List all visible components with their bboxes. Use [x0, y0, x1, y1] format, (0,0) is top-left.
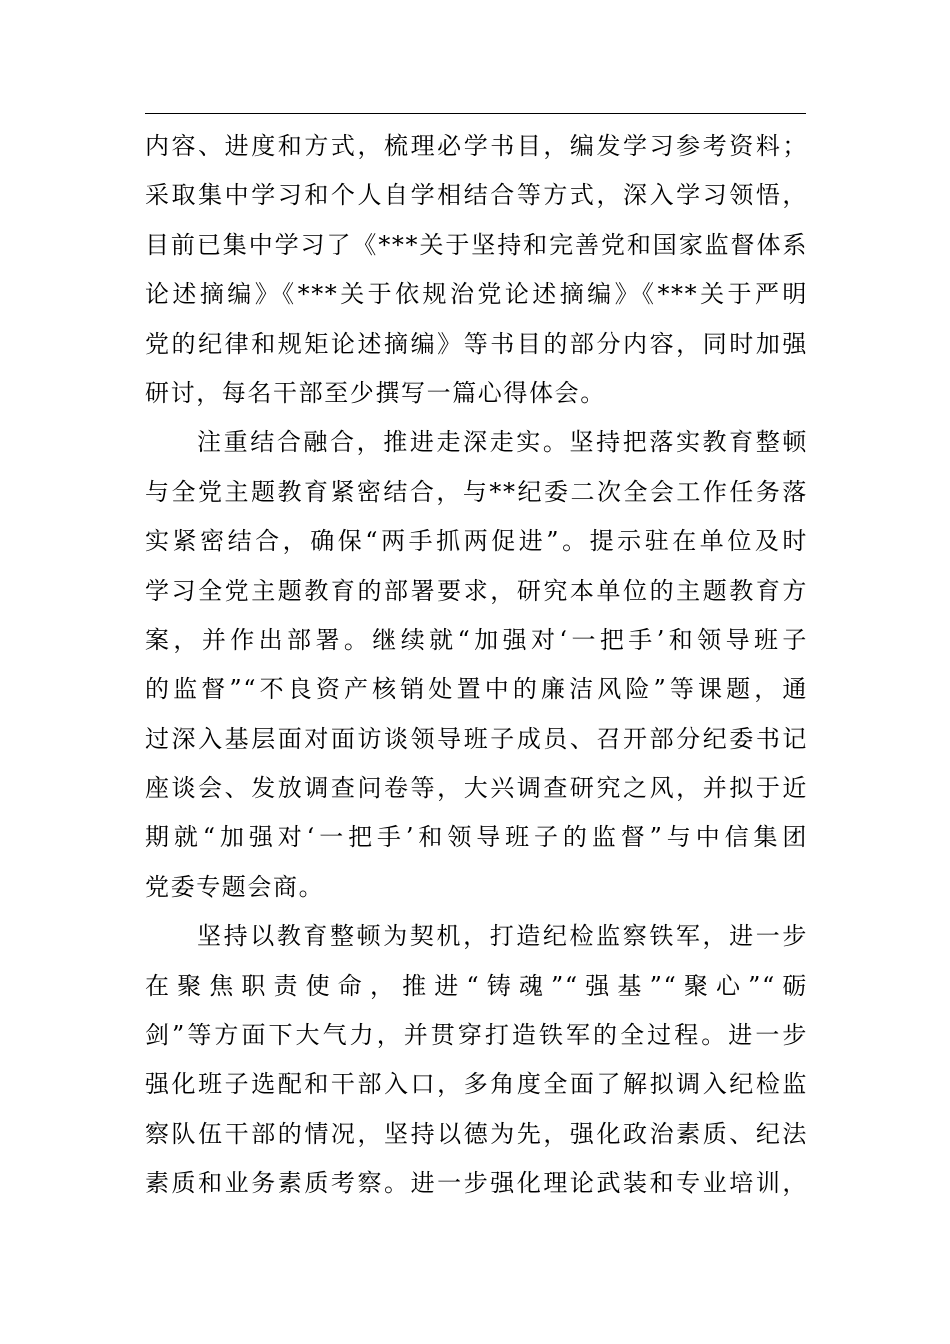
text-line: 在聚焦职责使命，推进“铸魂”“强基”“聚心”“砺 — [145, 971, 808, 1000]
body-text — [145, 122, 808, 1209]
text-line: 采取集中学习和个人自学相结合等方式，深入学习领悟， — [145, 181, 808, 210]
text-line: 期就“加强对‘一把手’和领导班子的监督”与中信集团 — [145, 823, 808, 852]
text-line: 过深入基层面对面访谈领导班子成员、召开部分纪委书记 — [145, 724, 808, 753]
text-line: 强化班子选配和干部入口，多角度全面了解拟调入纪检监 — [145, 1070, 808, 1099]
paragraph-1 — [145, 122, 808, 418]
text-line: 党的纪律和规矩论述摘编》等书目的部分内容，同时加强 — [145, 329, 808, 358]
text-line: 目前已集中学习了《***关于坚持和完善党和国家监督体系 — [145, 230, 808, 259]
text-line: 的监督”“不良资产核销处置中的廉洁风险”等课题，通 — [145, 675, 808, 704]
text-line: 内容、进度和方式，梳理必学书目，编发学习参考资料； — [145, 132, 808, 160]
text-line: 学习全党主题教育的部署要求，研究本单位的主题教育方 — [145, 576, 808, 605]
text-line: 论述摘编》《***关于依规治党论述摘编》《***关于严明 — [145, 280, 808, 309]
text-line: 察队伍干部的情况，坚持以德为先，强化政治素质、纪法 — [145, 1119, 808, 1148]
text-line: 研讨，每名干部至少撰写一篇心得体会。 — [145, 378, 606, 407]
text-line: 素质和业务素质考察。进一步强化理论武装和专业培训， — [145, 1169, 808, 1198]
text-line: 实紧密结合，确保“两手抓两促进”。提示驻在单位及时 — [145, 527, 808, 556]
text-line: 坚持以教育整顿为契机，打造纪检监察铁军，进一步 — [197, 922, 808, 951]
paragraph-3 — [145, 912, 808, 1208]
text-line: 案，并作出部署。继续就“加强对‘一把手’和领导班子 — [145, 625, 808, 654]
text-line: 剑”等方面下大气力，并贯穿打造铁军的全过程。进一步 — [145, 1021, 808, 1050]
text-line: 座谈会、发放调查问卷等，大兴调查研究之风，并拟于近 — [145, 774, 808, 803]
text-line: 党委专题会商。 — [145, 872, 325, 901]
text-line: 注重结合融合，推进走深走实。坚持把落实教育整顿 — [197, 428, 808, 457]
header-rule — [145, 113, 806, 114]
text-line: 与全党主题教育紧密结合，与**纪委二次全会工作任务落 — [145, 477, 808, 506]
paragraph-2 — [145, 418, 808, 912]
